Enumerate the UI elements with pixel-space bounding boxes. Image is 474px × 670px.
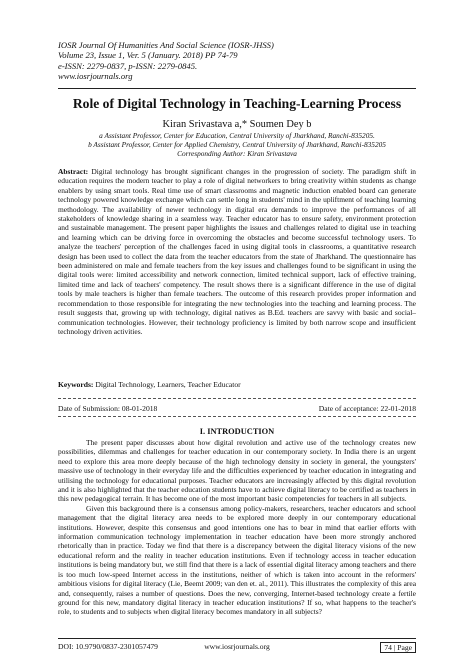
journal-header (58, 40, 428, 82)
affiliation-a: a Assistant Professor, Center for Education, Central University of Jharkhand, Ranchi-835205. (99, 131, 375, 140)
footer-doi: DOI: 10.9790/0837-2301057479 (58, 642, 158, 651)
journal-website[interactable]: www.iosrjournals.org (58, 71, 133, 82)
paper-title: Role of Digital Technology in Teaching-Learning Process (72, 96, 402, 111)
abstract-label: Abstract: (58, 167, 89, 176)
dates-divider-bottom (58, 416, 416, 417)
acceptance-date: Date of acceptance: 22-01-2018 (318, 404, 416, 413)
journal-issn: e-ISSN: 2279-0837, p-ISSN: 2279-0845. (58, 60, 198, 71)
paper-authors: Kiran Srivastava a,* Soumen Dey b (162, 119, 312, 130)
footer-website[interactable]: www.iosrjournals.org (204, 642, 270, 651)
intro-paragraph: The present paper discusses about how digital revolution and active use of the technology creates new possibilities, dilemmas and challenges for teacher education in our contemporary society. In India there is an urgent need to explore this area more deeply because of the high technology density in society in general, the youngsters' massive use of technology in their everyday life and the difficulties experienced by teacher education in integrating and utilising the technology for educational purposes. Teacher educators are increasingly affected by this digital revolution and it is also highlighted that the teacher education students have to achieve digital literacy to be certified as teachers in this new pedagogical terrain. It has become one of the most important basic competencies for teachers in all subjects. (58, 438, 416, 504)
dates-row (58, 404, 416, 413)
footer-rule (58, 638, 416, 639)
keywords-label: Keywords: (58, 380, 94, 389)
journal-name: IOSR Journal Of Humanities And Social Science (IOSR-JHSS) (58, 40, 274, 50)
keywords-text: Digital Technology, Learners, Teacher Educator (93, 380, 241, 389)
dates-divider-top (58, 398, 416, 399)
section-heading: I. INTRODUCTION (199, 427, 275, 436)
page-number: 74 | Page (380, 642, 416, 653)
keywords (58, 380, 416, 389)
header-rule (58, 88, 416, 89)
affiliations (0, 131, 474, 159)
abstract (58, 167, 416, 336)
corresponding-author: Corresponding Author: Kiran Srivastava (177, 149, 297, 159)
journal-volume: Volume 23, Issue 1, Ver. 5 (January. 2018) PP 74-79 (58, 50, 238, 61)
affiliation-b: b Assistant Professor, Center for Applied Chemistry, Central University of Jharkhand, Ranchi-835205 (88, 140, 386, 150)
intro-paragraph: Given this background there is a consensus among policy-makers, researchers, teacher educators and school management that the digital literacy area needs to be explored more deeply in our contemporary educational institutions. However, despite this consensus and good intentions one has to bear in mind that earlier efforts with information communication technology implementation in teacher education have been more strongly anchored rhetorically than in practice. Today we find that there is a discrepancy between the digital literacy visions of the new educational reform and the reality in teacher education institutions. Even if technology access in teacher education institutions is being mandatory but, we still find that there is a lack of essential digital literacy among teachers and there is too much low-speed Internet access in the institutions, neither of which is taken into account in the reformers' ambitious visions for digital literacy (Lie, Beemt 2009; van den et. al., 2011). This illustrates the complexity of this area and, consequently, raises a number of questions. Does the new, converging, Internet-based technology create a fertile ground for this new, mandatory digital literacy in teacher education institutions? If so, what happens to the teacher's role, to students and to subjects when digital literacy becomes mandatory in all subjects? (58, 503, 416, 617)
abstract-text: Digital technology has brought significant changes in the progression of society. The paradigm shift in education requires the modern teacher to play a role of digital networkers to bring creativity within students as change enablers by using smart tools. Real time use of smart classrooms and magnetic induction enabled board can generate technology powered knowledge exchange which can settle long in students' mind in the upliftment of teaching learning methodology. The availability of newer technology in digital era demands to improve the performances of all stakeholders of knowledge sharing in a seamless way. Teacher educator has to ensure safety, environment protection and sustainable management. The present paper highlights the issues and challenges related to digital use in teaching and learning which can be driving force in overcoming the obstacles and become successful technology users. To analyze the teachers' perception of the challenges faced in using digital tools in classrooms, a quantitative research design has been used to collect the data from the teacher educators from the state of Jharkhand. The questionnaire has been administered on male and female teachers from the key issues and challenges found to be significant in using the digital tools were: limited accessibility and network connection, limited technical support, lack of effective training, limited time and lack of teachers' competency. The result shows there is a significant difference in the use of digital tools by male teachers is higher than female teachers. The outcome of this research provides proper information and recommendation to those responsible for integrating the new technologies into the teaching and learning process. The result suggests that, growing up with technology, digital natives as B.Ed. teachers are savvy with basic and social–communication technologies. However, their technology proficiency is limited by both narrow scope and insufficient technology driven activities. (58, 167, 416, 336)
page-footer (58, 642, 416, 651)
introduction-body (58, 438, 416, 617)
submission-date: Date of Submission: 08-01-2018 (58, 404, 158, 413)
